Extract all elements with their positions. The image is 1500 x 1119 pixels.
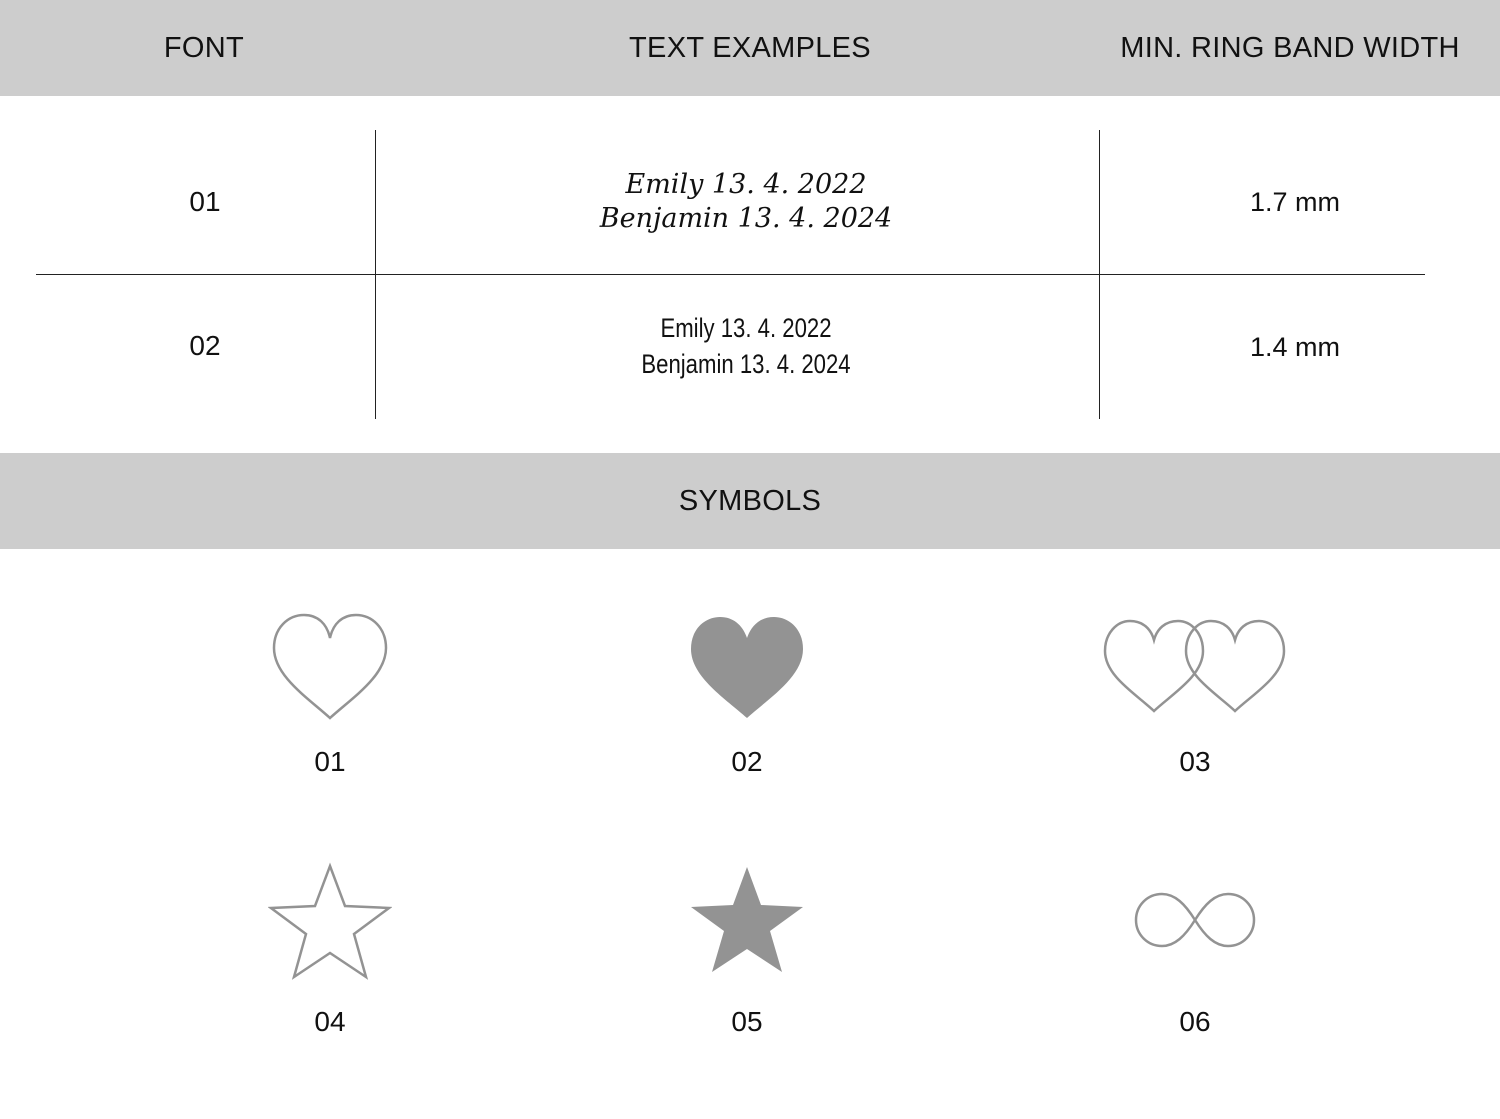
row-divider <box>36 274 1425 275</box>
symbols-title: SYMBOLS <box>678 485 822 517</box>
text-example-condensed <box>500 310 992 382</box>
header-min-ring-band-width: MIN. RING BAND WIDTH <box>1120 32 1460 64</box>
star-outline-icon <box>268 862 392 982</box>
symbol-label: 06 <box>1179 1006 1211 1037</box>
heart-outline-icon <box>270 612 390 724</box>
symbol-label: 03 <box>1179 746 1211 777</box>
text-example-line: Emily 13. 4. 2022 <box>660 313 832 343</box>
table-row-font: 02 <box>189 330 221 361</box>
table-row-width: 1.4 mm <box>1249 332 1341 362</box>
heart-filled-icon <box>688 614 806 720</box>
double-heart-icon <box>1102 618 1288 716</box>
table-row-width: 1.7 mm <box>1249 187 1341 217</box>
header-text-examples: TEXT EXAMPLES <box>629 32 871 64</box>
symbol-label: 02 <box>731 746 763 777</box>
infinity-icon <box>1133 890 1257 950</box>
text-example-line: Emily 13. 4. 2022 <box>625 169 867 200</box>
symbol-label: 01 <box>314 746 346 777</box>
symbol-label: 05 <box>731 1006 763 1037</box>
text-example-serif <box>446 168 1046 236</box>
star-filled-icon <box>688 864 806 976</box>
text-example-line: Benjamin 13. 4. 2024 <box>641 349 851 379</box>
text-example-line: Benjamin 13. 4. 2024 <box>599 203 893 234</box>
header-font: FONT <box>163 32 245 64</box>
symbol-label: 04 <box>314 1006 346 1037</box>
table-row-font: 01 <box>189 186 221 217</box>
